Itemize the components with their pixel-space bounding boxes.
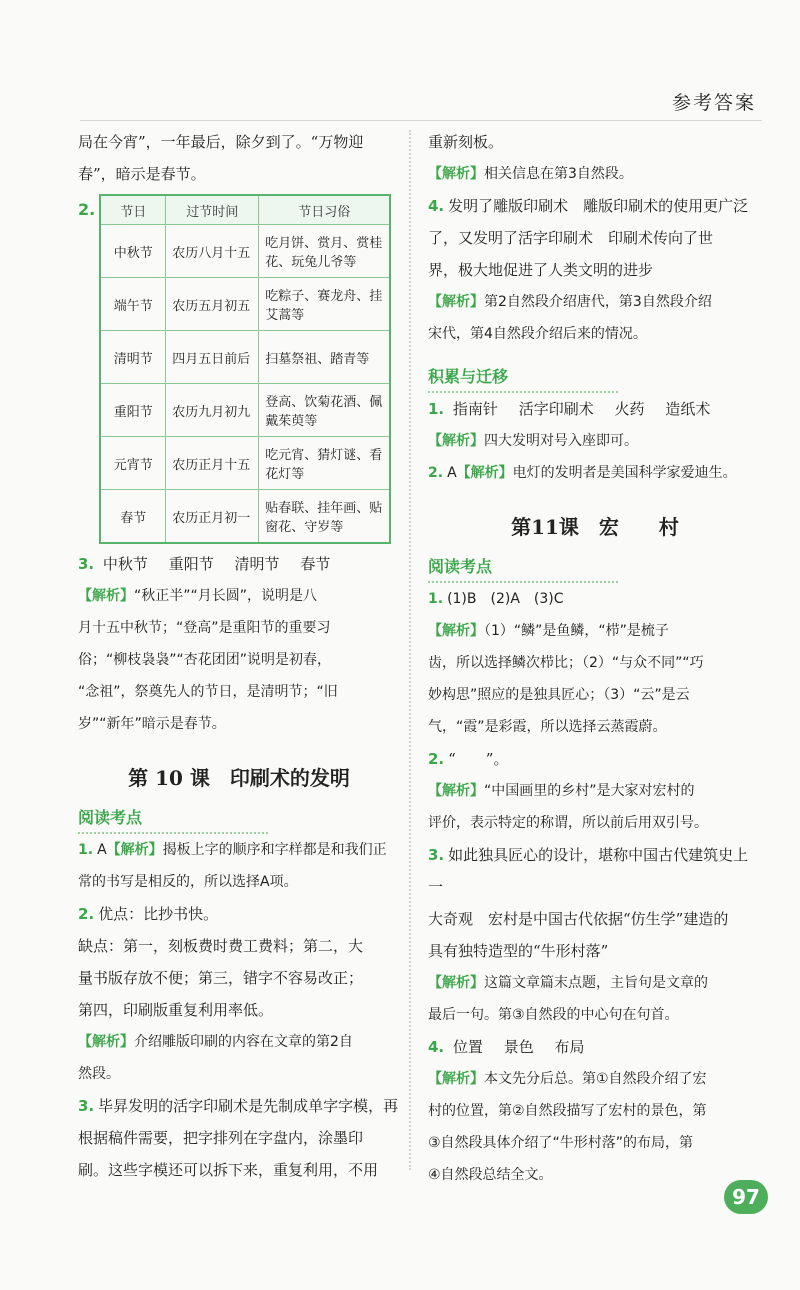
table-row xyxy=(100,278,390,331)
time-cell: 农历八月十五 xyxy=(166,225,259,278)
q2-number: 2. xyxy=(78,200,96,219)
analysis-tag: 【解析】 xyxy=(428,623,484,639)
answer-item: 火药 xyxy=(614,400,645,418)
analysis-line: ③自然段具体介绍了“牛形村落”的布局，第 xyxy=(428,1135,694,1151)
left-column xyxy=(78,126,400,1186)
analysis-text: 第2自然段介绍唐代，第3自然段介绍 xyxy=(484,294,712,310)
analysis-line: 宋代，第4自然段介绍后来的情况。 xyxy=(428,326,647,342)
answer-item: 活字印刷术 xyxy=(518,400,594,418)
q2-block xyxy=(78,194,400,544)
analysis-line: “念祖”，祭奠先人的节日，是清明节；“旧 xyxy=(78,684,338,700)
l3-line: 刷。这些字模还可以拆下来，重复利用，不用 xyxy=(78,1161,379,1179)
analysis-text: “中国画里的乡村”是大家对宏村的 xyxy=(484,783,695,799)
festival-cell: 元宵节 xyxy=(100,437,166,490)
analysis-tag: 【解析】 xyxy=(428,975,484,991)
festival-cell: 春节 xyxy=(100,490,166,544)
l3-number: 3. xyxy=(78,1097,95,1115)
analysis-line xyxy=(428,158,762,190)
l3-line xyxy=(78,1090,400,1122)
l2-line xyxy=(78,898,400,930)
table-row xyxy=(100,225,390,278)
table-header: 过节时间 xyxy=(166,195,259,225)
r2-line xyxy=(428,743,762,775)
l2-text: 优点：比抄书快。 xyxy=(98,905,219,923)
table-row xyxy=(100,331,390,384)
festival-cell: 清明节 xyxy=(100,331,166,384)
time-cell: 农历正月初一 xyxy=(166,490,259,544)
page-number: 97 xyxy=(724,1180,768,1214)
r3-text: 如此独具匠心的设计，堪称中国古代建筑史上一 xyxy=(428,846,749,896)
analysis-line: 气，“霞”是彩霞，所以选择云蒸霞蔚。 xyxy=(428,719,667,735)
table-header: 节日习俗 xyxy=(259,195,391,225)
analysis-line: 村的位置，第②自然段描写了宏村的景色，第 xyxy=(428,1103,707,1119)
analysis-text: 介绍雕版印刷的内容在文章的第2自 xyxy=(134,1034,353,1050)
answer-item: 布局 xyxy=(554,1038,585,1056)
analysis-line: 月十五中秋节；“登高”是重阳节的重要习 xyxy=(78,620,331,636)
analysis-line: 常的书写是相反的，所以选择A项。 xyxy=(78,874,298,890)
q4-number: 4. xyxy=(428,197,445,215)
l1-line xyxy=(78,834,400,866)
analysis-tag: 【解析】 xyxy=(106,842,163,858)
custom-cell: 吃元宵、猜灯谜、看花灯等 xyxy=(259,437,391,490)
l1-number: 1. xyxy=(78,842,94,858)
analysis-line: 齿，所以选择鳞次栉比；（2）“与众不同”“巧 xyxy=(428,655,704,671)
lesson-11-title: 第11课 宏 村 xyxy=(511,515,679,539)
r3-line: 大奇观 宏村是中国古代依据“仿生学”建造的 xyxy=(428,910,729,928)
analysis-text: 揭板上字的顺序和字样都是和我们正 xyxy=(162,842,387,858)
right-column xyxy=(428,126,762,1191)
q3-number: 3. xyxy=(78,555,95,573)
q4-line: 界，极大地促进了人类文明的进步 xyxy=(428,261,654,279)
analysis-tag: 【解析】 xyxy=(428,294,484,310)
analysis-tag: 【解析】 xyxy=(428,433,484,449)
analysis-line: 岁”“新年”暗示是春节。 xyxy=(78,716,226,732)
custom-cell: 扫墓祭祖、踏青等 xyxy=(259,331,391,384)
festival-table xyxy=(99,194,391,544)
q4-line xyxy=(428,190,762,222)
analysis-line xyxy=(428,967,762,999)
analysis-text: “秋正半”“月长圆”，说明是八 xyxy=(134,588,318,604)
analysis-text: 本文先分后总。第①自然段介绍了宏 xyxy=(484,1071,707,1087)
analysis-tag: 【解析】 xyxy=(428,166,484,182)
section-heading: 阅读考点 xyxy=(78,805,268,834)
analysis-line xyxy=(78,580,400,612)
festival-cell: 端午节 xyxy=(100,278,166,331)
analysis-line xyxy=(428,775,762,807)
analysis-line: 评价，表示特定的称谓，所以前后用双引号。 xyxy=(428,815,708,831)
custom-cell: 贴春联、挂年画、贴窗花、守岁等 xyxy=(259,490,391,544)
intro-line: 局在今宵”，一年最后，除夕到了。“万物迎 xyxy=(78,133,364,151)
analysis-line: 俗；“柳枝袅袅”“杏花团团”说明是初春， xyxy=(78,652,332,668)
custom-cell: 吃粽子、赛龙舟、挂艾蒿等 xyxy=(259,278,391,331)
l2-line: 缺点：第一，刻板费时费工费料；第二，大 xyxy=(78,937,364,955)
a2-answer: A xyxy=(447,465,457,481)
r2-answer: “ ”。 xyxy=(448,750,509,768)
r1-line xyxy=(428,583,762,615)
analysis-line: 妙构思”照应的是独具匠心；（3）“云”是云 xyxy=(428,687,690,703)
r3-line xyxy=(428,839,762,903)
analysis-text: 相关信息在第3自然段。 xyxy=(484,166,633,182)
table-header-row xyxy=(100,195,390,225)
analysis-text: （1）“鳞”是鱼鳞，“栉”是梳子 xyxy=(484,623,669,639)
analysis-tag: 【解析】 xyxy=(456,465,513,481)
custom-cell: 吃月饼、赏月、赏桂花、玩兔儿爷等 xyxy=(259,225,391,278)
a1-line xyxy=(428,393,762,425)
table-header: 节日 xyxy=(100,195,166,225)
continued-line: 重新刻板。 xyxy=(428,133,504,151)
l3-text: 毕昇发明的活字印刷术是先制成单字字模，再 xyxy=(98,1097,399,1115)
analysis-tag: 【解析】 xyxy=(428,1071,484,1087)
lesson-10-title: 第 10 课 印刷术的发明 xyxy=(128,766,350,790)
column-divider xyxy=(409,130,411,1170)
r1-answer: (1)B (2)A (3)C xyxy=(447,591,564,607)
a2-line xyxy=(428,457,762,489)
answer-item: 清明节 xyxy=(234,555,280,573)
r2-number: 2. xyxy=(428,750,445,768)
custom-cell: 登高、饮菊花酒、佩戴茱萸等 xyxy=(259,384,391,437)
answer-item: 位置 xyxy=(452,1038,483,1056)
l2-number: 2. xyxy=(78,905,95,923)
l3-line: 根据稿件需要，把字排列在字盘内，涂墨印 xyxy=(78,1129,364,1147)
r4-number: 4. xyxy=(428,1038,445,1056)
analysis-line xyxy=(428,615,762,647)
analysis-text: 四大发明对号入座即可。 xyxy=(484,433,638,449)
analysis-tag: 【解析】 xyxy=(428,783,484,799)
analysis-line: 然段。 xyxy=(78,1066,120,1082)
time-cell: 农历正月十五 xyxy=(166,437,259,490)
time-cell: 农历五月初五 xyxy=(166,278,259,331)
r4-line xyxy=(428,1031,762,1063)
section-heading: 阅读考点 xyxy=(428,554,618,583)
r1-number: 1. xyxy=(428,591,444,607)
analysis-tag: 【解析】 xyxy=(78,588,134,604)
r3-line: 具有独特造型的“牛形村落” xyxy=(428,942,609,960)
analysis-line xyxy=(428,1063,762,1095)
l2-line: 第四，印刷版重复利用率低。 xyxy=(78,1001,274,1019)
table-row xyxy=(100,384,390,437)
answer-item: 造纸术 xyxy=(665,400,711,418)
festival-cell: 重阳节 xyxy=(100,384,166,437)
q3-answer xyxy=(78,548,400,580)
r3-number: 3. xyxy=(428,846,445,864)
answer-item: 景色 xyxy=(503,1038,534,1056)
answer-item: 中秋节 xyxy=(102,555,148,573)
header-title: 参考答案 xyxy=(671,92,756,114)
a1-number: 1. xyxy=(428,400,445,418)
time-cell: 四月五日前后 xyxy=(166,331,259,384)
header-rule xyxy=(80,120,762,121)
festival-cell: 中秋节 xyxy=(100,225,166,278)
intro-line: 春”，暗示是春节。 xyxy=(78,165,206,183)
analysis-text: 电灯的发明者是美国科学家爱迪生。 xyxy=(512,465,737,481)
analysis-line: 最后一句。第③自然段的中心句在句首。 xyxy=(428,1007,679,1023)
analysis-line xyxy=(428,286,762,318)
analysis-text: 这篇文章篇末点题，主旨句是文章的 xyxy=(484,975,708,991)
q4-line: 了，又发明了活字印刷术 印刷术传向了世 xyxy=(428,229,714,247)
section-heading: 积累与迁移 xyxy=(428,364,618,393)
a2-number: 2. xyxy=(428,465,444,481)
answer-item: 春节 xyxy=(300,555,331,573)
l2-line: 量书版存放不便；第三，错字不容易改正； xyxy=(78,969,364,987)
analysis-line: ④自然段总结全文。 xyxy=(428,1167,553,1183)
table-row xyxy=(100,490,390,544)
analysis-tag: 【解析】 xyxy=(78,1034,134,1050)
answer-item: 指南针 xyxy=(452,400,498,418)
table-row xyxy=(100,437,390,490)
q4-text: 发明了雕版印刷术 雕版印刷术的使用更广泛 xyxy=(448,197,749,215)
analysis-line xyxy=(78,1026,400,1058)
analysis-line xyxy=(428,425,762,457)
l1-answer: A xyxy=(97,842,107,858)
time-cell: 农历九月初九 xyxy=(166,384,259,437)
answer-item: 重阳节 xyxy=(168,555,214,573)
